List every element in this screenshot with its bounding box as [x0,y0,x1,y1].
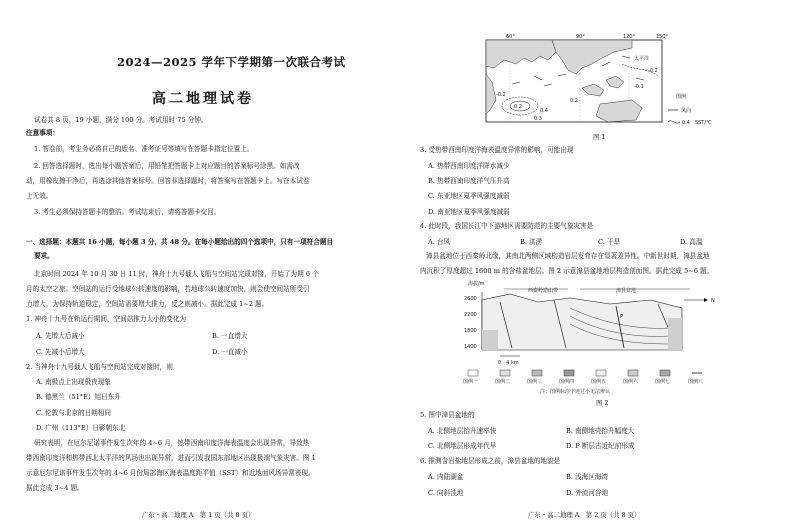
option: B. 浅海区海湾 [566,473,609,481]
page-footer: 广东・高二地理 A 第 1 页（共 8 页） [142,511,255,519]
sst-value: 0.2 [514,104,522,110]
option: B. 南侧地壳抬升幅度大 [566,427,635,435]
legend-label: 图例三 [527,379,543,385]
passage-line: 研究表明，在厄尔尼诺事件发生次年的 4~6 月，热带西南印度洋海表温度会出现异常，导致热 [34,439,310,447]
option: D. 外流河谷地 [566,489,609,497]
sst-value: 0.2 [570,98,578,104]
y-tick: 1800 [464,328,477,334]
option: B. 洪涝 [520,238,543,246]
page-footer: 广东・高二地理 A 第 2 页（共 8 页） [528,511,641,519]
option: A. 内陆湖盆 [428,473,464,481]
question-stem: 5. 图中漳县盆地的 [420,411,475,419]
option: C. 北侧地层形成年代早 [428,442,497,450]
y-tick: 2200 [464,312,477,318]
legend-swatch [628,370,638,376]
rock-unit [482,330,498,350]
note-line: 3. 考生必须保持答题卡的整洁。考试结束后，请将答题卡交回。 [34,208,221,216]
note-line: 1. 答卷前，考生务必将自己的姓名、准考证号等填写在答题卡指定位置上。 [34,145,254,153]
question-stem: 4. 此时段，我国长江中下游地区需要防范的主要气象灾害是 [420,222,594,230]
legend-label: 图例六 [623,379,639,385]
figure-note: 注：图例标注字迹过小无法辨认 [540,389,611,395]
option: B. 德黑兰（51°E）旭日东升 [36,393,121,401]
lon-label: 120° [623,34,636,40]
passage-line: 月的太空之旅。空间站的运行受地球公转速度的影响，若地球公转速度加快，则会使空间站所受引 [26,285,310,293]
legend-label: 图例二 [495,379,511,385]
option: D. P 断层古近纪前形成 [566,442,635,450]
figure-1-caption: 图 1 [593,133,606,141]
sst-value: -0.1 [634,84,644,90]
legend-swatch [468,370,478,376]
map-label: 太平洋 [634,56,650,62]
sst-value: 0.4 [540,108,548,114]
section-heading: 一、选择题：本题共 16 小题，每小题 3 分，共 48 分。在每小题给出的四个选项中，只有一项符合题目 [26,238,334,246]
exam-info: 试卷共 8 页，19 小题，满分 100 分。考试用时 75 分钟。 [34,116,208,124]
option: C. 先减小后增大 [36,348,85,356]
question-stem: 1. 神舟十九号在轨运行期间，空间站推力大小的变化为 [26,315,187,323]
passage-line: 北京时间 2024 年 10 月 30 日 11 时，神舟十九号载人飞船与空间站完成对接，开始了为期 6 个 [34,270,319,278]
region-label: 漳县盆地 [616,288,637,294]
figure-1-map [482,30,738,130]
axis-title: 海拔/m [468,281,485,287]
lon-label: 150° [656,34,669,40]
option: D. 高温 [680,238,703,246]
section-heading-cont: 要求。 [34,252,54,260]
legend-sst: 0.4 SST/℃ [682,120,712,126]
region-label: 西秦岭造山带 [528,288,559,294]
legend-label: 图例一 [463,379,479,385]
passage-line: 示意厄尔尼诺事件发生次年的 4~6 月份局部海区海表温度距平值（SST）和近地面风场异常表现。 [26,469,315,477]
sst-value: -0.2 [648,68,658,74]
passage-line: 据此完成 3~4 题。 [26,484,84,492]
legend-sst-line [668,121,680,123]
legend-label: 图例五 [591,379,607,385]
subject-title: 高二地理试卷 [152,91,254,107]
exam-title: 2024—2025 学年下学期第一次联合考试 [117,55,346,69]
question-stem: 3. 受热带西南印度洋海表温度异常的影响，可能出现 [420,146,574,154]
y-tick: 1400 [464,344,477,350]
lon-label: 90° [576,34,585,40]
scale-label: 0 4 km [498,360,519,366]
option: A. 台风 [428,238,451,246]
passage-line: 内沉积了厚度超过 1600 m 的含盐盆地层。图 2 示意漳县盆地地层构造剖面图。据此完成 5~6 题。 [420,267,714,275]
option: C. 干旱 [598,238,621,246]
sst-value: 0.3 [534,116,542,122]
note-line: 动，用橡皮擦干净后，再选涂其他答案标号。回答非选择题时，将答案写在答题卡上。写在本试卷 [26,177,310,185]
option: B. 热带西南印度洋气压升高 [428,177,510,185]
option: C. 东亚地区夏季风强度减弱 [428,192,510,200]
passage-line: 力增大，为保持轨道稳定，空间站需要增大推力，反之则减小。据此完成 1~2 题。 [26,300,269,308]
legend-title: 图例 [676,94,687,100]
option: C. 向斜洼地 [428,489,464,497]
legend-swatch [500,370,510,376]
option: D. 广州（113°E）日影朝东北 [36,424,126,432]
question-stem: 2. 当神舟十九号载人飞船与空间站完成对接时，则 [26,363,173,371]
figure-2-legend [463,370,703,385]
legend-swatch [564,370,574,376]
passage-line: 带西南印度洋和热带西北太平洋的风场也出现异常，进而引发我国东部地区出现极端气象灾害。图 1 [26,454,316,462]
legend-label: 图例八 [688,379,704,385]
legend-swatch [532,370,542,376]
lon-label: 60° [506,34,515,40]
legend-swatch [660,370,670,376]
north-label: N [711,298,715,304]
legend-wind: 风向 [681,108,692,114]
option: A. 北侧地层抬升速率快 [428,427,497,435]
north-arrow-head [704,298,708,302]
rock-unit [668,318,682,350]
option: A. 先增大后减小 [36,332,85,340]
legend-swatch [596,370,606,376]
option: C. 伦敦与北京的日期相同 [36,409,111,417]
option: B. 一直增大 [212,332,248,340]
sst-value: -0.2 [496,92,506,98]
question-stem: 6. 推测含岩盐地层形成之前，漳县盆地的地貌是 [420,457,561,465]
notes-heading: 注意事项： [26,129,59,137]
figure-2-caption: 图 2 [596,399,609,407]
page-2 [400,0,800,531]
y-tick: 2600 [464,296,477,302]
figure-2-section [420,278,748,396]
legend-label: 图例七 [655,379,671,385]
note-line: 上无效。 [26,192,53,200]
option: A. 热带西南印度洋降水减少 [428,162,510,170]
fault-label: P [620,314,624,320]
legend-label: 图例四 [559,379,575,385]
option: D. 一直减小 [212,348,248,356]
passage-line: 漳县盆地位于西秦岭北缘，其南北两侧区域构造岩层发育存在显著差异性。中新世时期，漳县盆地 [426,252,710,260]
option: D. 南亚地区夏季风强度减弱 [428,208,510,216]
note-line: 2. 回答选择题时，选出每小题答案后，用铅笔把答题卡上对应题目的答案标号涂黑。如需改 [34,162,300,170]
option: A. 南极点上出现极夜现象 [36,378,111,386]
